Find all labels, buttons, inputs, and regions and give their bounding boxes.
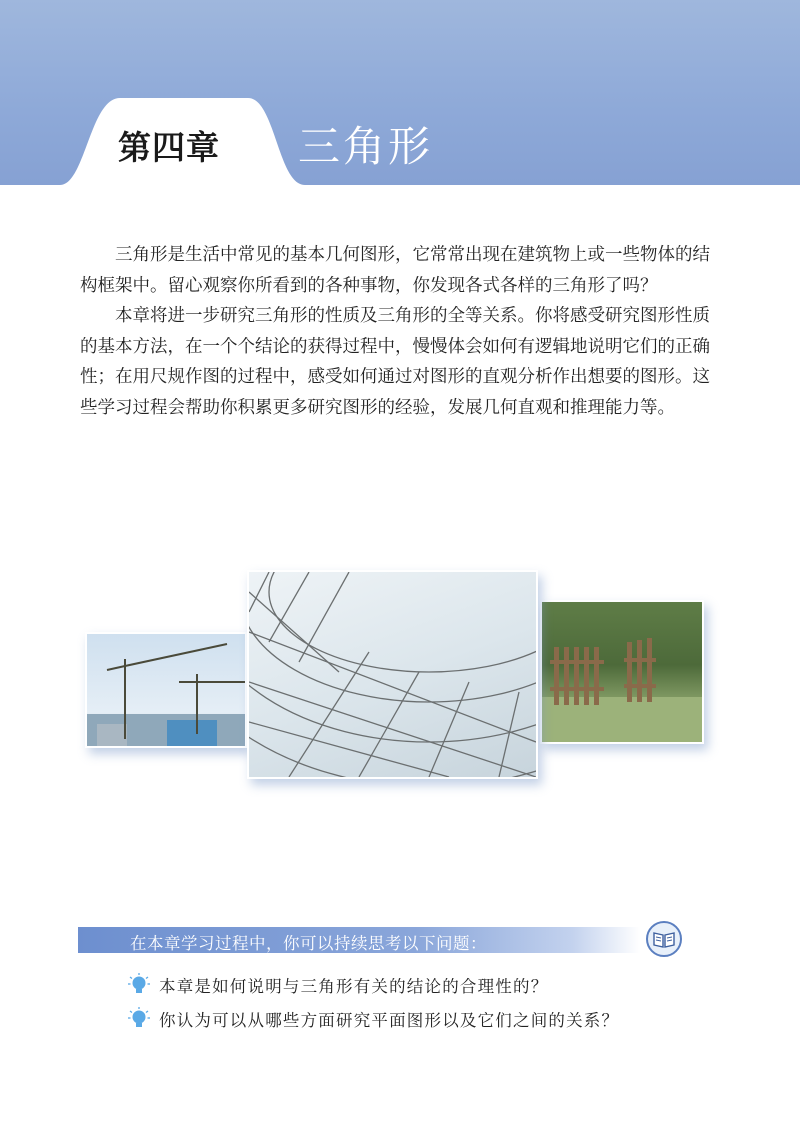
chapter-banner — [0, 0, 800, 185]
question-2: 你认为可以从哪些方面研究平面图形以及它们之间的关系？ — [159, 1011, 620, 1030]
list-item — [128, 968, 619, 1002]
intro-text — [80, 240, 710, 423]
chapter-title: 三角形 — [298, 122, 434, 171]
book-icon — [645, 920, 683, 958]
garden-gate-photo — [540, 600, 704, 744]
photo-collage — [0, 560, 800, 800]
think-heading-bar — [78, 927, 640, 953]
list-item — [128, 1002, 619, 1036]
crane-photo — [85, 632, 247, 748]
question-list — [128, 968, 619, 1036]
dome-photo — [247, 570, 538, 779]
intro-paragraph-1: 三角形是生活中常见的基本几何图形，它常常出现在建筑物上或一些物体的结构框架中。留心观察你所看到的各种事物，你发现各式各样的三角形了吗？ — [80, 245, 710, 296]
question-1: 本章是如何说明与三角形有关的结论的合理性的？ — [159, 977, 549, 996]
intro-paragraph-2: 本章将进一步研究三角形的性质及三角形的全等关系。你将感受研究图形性质的基本方法，在一个个结论的获得过程中，慢慢体会如何有逻辑地说明它们的正确性；在用尺规作图的过程中，感受如何通过对图形的直观分析作出想要的图形。这些学习过程会帮助你积累更多研究图形的经验，发展几何直观和推理能力等。 — [80, 306, 710, 418]
lightbulb-icon — [128, 973, 150, 997]
chapter-number: 第四章 — [118, 128, 220, 167]
lightbulb-icon — [128, 1007, 150, 1031]
think-heading: 在本章学习过程中，你可以持续思考以下问题： — [130, 934, 487, 953]
